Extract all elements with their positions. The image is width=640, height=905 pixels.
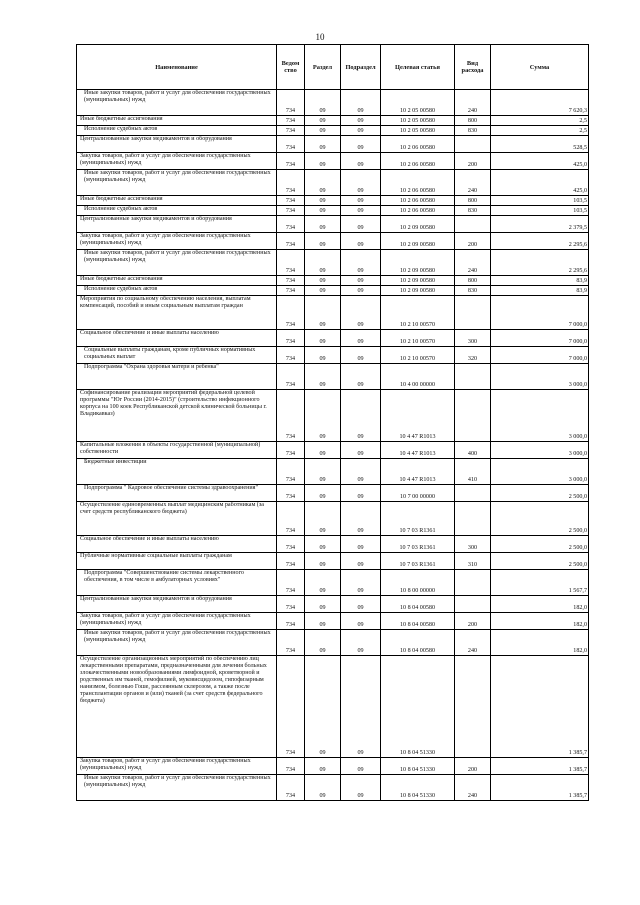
cell-expense-type [455, 390, 491, 442]
cell-subsection: 09 [341, 553, 381, 570]
table-row [77, 206, 589, 216]
cell-section: 09 [305, 553, 341, 570]
cell-expense-type [455, 596, 491, 613]
cell-target-item: 10 8 00 00000 [381, 570, 455, 596]
cell-name: Капитальные вложения в объекты государственной (муниципальной) собственности [77, 442, 277, 459]
cell-expense-type: 200 [455, 758, 491, 775]
cell-expense-type [455, 364, 491, 390]
cell-sum: 7 000,0 [491, 330, 589, 347]
table-row [77, 286, 589, 296]
cell-name: Иные бюджетные ассигнования [77, 276, 277, 286]
cell-target-item: 10 4 00 00000 [381, 364, 455, 390]
cell-name: Централизованные закупки медикаментов и оборудования [77, 216, 277, 233]
cell-target-item: 10 8 04 00580 [381, 596, 455, 613]
cell-sum: 1 385,7 [491, 656, 589, 758]
cell-subsection: 09 [341, 276, 381, 286]
cell-department: 734 [277, 758, 305, 775]
cell-section: 09 [305, 364, 341, 390]
cell-section: 09 [305, 330, 341, 347]
table-row [77, 775, 589, 801]
cell-sum: 2 500,0 [491, 485, 589, 502]
cell-target-item: 10 2 10 00570 [381, 296, 455, 330]
cell-expense-type [455, 570, 491, 596]
table-row [77, 570, 589, 596]
cell-expense-type: 300 [455, 330, 491, 347]
cell-department: 734 [277, 216, 305, 233]
table-row [77, 613, 589, 630]
cell-target-item: 10 8 04 51330 [381, 758, 455, 775]
table-body [77, 90, 589, 801]
cell-section: 09 [305, 153, 341, 170]
cell-expense-type: 830 [455, 206, 491, 216]
cell-target-item: 10 4 47 R1013 [381, 442, 455, 459]
cell-target-item: 10 8 04 00580 [381, 630, 455, 656]
cell-expense-type: 240 [455, 170, 491, 196]
cell-department: 734 [277, 296, 305, 330]
cell-department: 734 [277, 536, 305, 553]
cell-name: Бюджетные инвестиции [77, 459, 277, 485]
cell-target-item: 10 2 06 00580 [381, 170, 455, 196]
cell-name: Исполнение судебных актов [77, 206, 277, 216]
cell-section: 09 [305, 613, 341, 630]
cell-expense-type: 240 [455, 90, 491, 116]
cell-section: 09 [305, 758, 341, 775]
cell-name: Иные бюджетные ассигнования [77, 116, 277, 126]
cell-target-item: 10 2 09 00580 [381, 276, 455, 286]
cell-sum: 2 295,6 [491, 250, 589, 276]
cell-department: 734 [277, 116, 305, 126]
header-section: Раздел [305, 45, 341, 90]
cell-expense-type: 240 [455, 250, 491, 276]
cell-target-item: 10 2 09 00580 [381, 216, 455, 233]
cell-sum: 2,5 [491, 126, 589, 136]
cell-section: 09 [305, 502, 341, 536]
cell-section: 09 [305, 170, 341, 196]
cell-name: Исполнение судебных актов [77, 126, 277, 136]
cell-section: 09 [305, 596, 341, 613]
cell-sum: 528,5 [491, 136, 589, 153]
cell-expense-type: 800 [455, 196, 491, 206]
cell-name: Мероприятия по социальному обеспечению населения, выплатам компенсаций, пособий и иным социальным выплатам граждан [77, 296, 277, 330]
cell-name: Централизованные закупки медикаментов и оборудования [77, 136, 277, 153]
cell-department: 734 [277, 553, 305, 570]
table-row [77, 758, 589, 775]
table-row [77, 136, 589, 153]
cell-target-item: 10 2 09 00580 [381, 286, 455, 296]
table-row [77, 536, 589, 553]
cell-subsection: 09 [341, 286, 381, 296]
table-row [77, 630, 589, 656]
cell-expense-type [455, 502, 491, 536]
cell-department: 734 [277, 347, 305, 364]
cell-sum: 83,9 [491, 286, 589, 296]
cell-target-item: 10 4 47 R1013 [381, 459, 455, 485]
cell-department: 734 [277, 250, 305, 276]
cell-name: Подпрограмма "Охрана здоровья матери и ребенка" [77, 364, 277, 390]
cell-expense-type: 200 [455, 233, 491, 250]
cell-section: 09 [305, 656, 341, 758]
cell-department: 734 [277, 570, 305, 596]
cell-target-item: 10 8 04 51330 [381, 656, 455, 758]
cell-expense-type: 200 [455, 153, 491, 170]
cell-department: 734 [277, 459, 305, 485]
cell-name: Подпрограмма " Кадровое обеспечение системы здравоохранения" [77, 485, 277, 502]
cell-sum: 182,0 [491, 613, 589, 630]
cell-expense-type [455, 656, 491, 758]
cell-target-item: 10 8 04 51330 [381, 775, 455, 801]
cell-department: 734 [277, 613, 305, 630]
cell-expense-type: 400 [455, 442, 491, 459]
cell-subsection: 09 [341, 347, 381, 364]
cell-name: Иные закупки товаров, работ и услуг для обеспечения государственных (муниципальных) нужд [77, 630, 277, 656]
cell-sum: 2 500,0 [491, 536, 589, 553]
header-subsection: Подраздел [341, 45, 381, 90]
cell-department: 734 [277, 153, 305, 170]
cell-sum: 7 000,0 [491, 296, 589, 330]
cell-target-item: 10 2 06 00580 [381, 206, 455, 216]
cell-expense-type: 300 [455, 536, 491, 553]
cell-name: Осуществление единовременных выплат медицинским работникам (за счет средств республиканского бюджета) [77, 502, 277, 536]
cell-target-item: 10 7 00 00000 [381, 485, 455, 502]
cell-department: 734 [277, 364, 305, 390]
cell-section: 09 [305, 250, 341, 276]
cell-subsection: 09 [341, 596, 381, 613]
cell-sum: 425,0 [491, 170, 589, 196]
cell-sum: 2 500,0 [491, 502, 589, 536]
cell-subsection: 09 [341, 170, 381, 196]
cell-target-item: 10 2 10 00570 [381, 330, 455, 347]
cell-department: 734 [277, 276, 305, 286]
cell-expense-type: 310 [455, 553, 491, 570]
cell-department: 734 [277, 775, 305, 801]
cell-name: Иные закупки товаров, работ и услуг для обеспечения государственных (муниципальных) нужд [77, 775, 277, 801]
header-row [77, 45, 589, 90]
cell-expense-type: 320 [455, 347, 491, 364]
cell-target-item: 10 2 10 00570 [381, 347, 455, 364]
cell-target-item: 10 2 05 00580 [381, 116, 455, 126]
cell-sum: 7 620,3 [491, 90, 589, 116]
cell-subsection: 09 [341, 485, 381, 502]
cell-department: 734 [277, 170, 305, 196]
table-row [77, 442, 589, 459]
cell-section: 09 [305, 233, 341, 250]
cell-subsection: 09 [341, 459, 381, 485]
cell-expense-type: 240 [455, 630, 491, 656]
cell-subsection: 09 [341, 116, 381, 126]
cell-subsection: 09 [341, 90, 381, 116]
cell-section: 09 [305, 630, 341, 656]
cell-sum: 83,9 [491, 276, 589, 286]
cell-target-item: 10 2 09 00580 [381, 233, 455, 250]
cell-name: Осуществление организационных мероприятий по обеспечению лиц лекарственными препаратами, предназначенными для лечения больных злокачественными новообразованиями лимфоидной, кроветворной и родственных им тканей, гемофилией, муковисцидозом, гипофизарным нанизмом, болезнью Гоше, рассеянным склерозом, а также после трансплантации органов и (или) тканей (за счет средств федерального бюджета) [77, 656, 277, 758]
cell-section: 09 [305, 90, 341, 116]
cell-department: 734 [277, 442, 305, 459]
cell-section: 09 [305, 347, 341, 364]
cell-department: 734 [277, 596, 305, 613]
cell-name: Социальное обеспечение и иные выплаты населению [77, 330, 277, 347]
cell-department: 734 [277, 630, 305, 656]
cell-department: 734 [277, 656, 305, 758]
cell-name: Закупка товаров, работ и услуг для обеспечения государственных (муниципальных) нужд [77, 153, 277, 170]
cell-expense-type: 410 [455, 459, 491, 485]
cell-section: 09 [305, 196, 341, 206]
cell-subsection: 09 [341, 126, 381, 136]
cell-subsection: 09 [341, 775, 381, 801]
table-row [77, 330, 589, 347]
cell-section: 09 [305, 442, 341, 459]
cell-sum: 3 000,0 [491, 442, 589, 459]
table-row [77, 502, 589, 536]
cell-sum: 3 000,0 [491, 390, 589, 442]
cell-department: 734 [277, 502, 305, 536]
cell-expense-type [455, 485, 491, 502]
cell-department: 734 [277, 206, 305, 216]
cell-name: Подпрограмма "Совершенствование системы лекарственного обеспечения, в том числе в амбулаторных условиях" [77, 570, 277, 596]
cell-target-item: 10 2 05 00580 [381, 126, 455, 136]
table-row [77, 390, 589, 442]
cell-target-item: 10 4 47 R1013 [381, 390, 455, 442]
cell-section: 09 [305, 286, 341, 296]
header-expense-type: Вид расхода [455, 45, 491, 90]
table-row [77, 250, 589, 276]
cell-sum: 1 385,7 [491, 775, 589, 801]
cell-expense-type: 800 [455, 116, 491, 126]
cell-subsection: 09 [341, 442, 381, 459]
cell-sum: 2 295,6 [491, 233, 589, 250]
cell-department: 734 [277, 126, 305, 136]
cell-section: 09 [305, 536, 341, 553]
table-row [77, 276, 589, 286]
cell-section: 09 [305, 296, 341, 330]
cell-expense-type [455, 136, 491, 153]
cell-name: Публичные нормативные социальные выплаты гражданам [77, 553, 277, 570]
page-number: 10 [315, 32, 325, 42]
cell-name: Исполнение судебных актов [77, 286, 277, 296]
cell-name: Иные бюджетные ассигнования [77, 196, 277, 206]
cell-name: Иные закупки товаров, работ и услуг для обеспечения государственных (муниципальных) нужд [77, 90, 277, 116]
cell-section: 09 [305, 459, 341, 485]
table-row [77, 90, 589, 116]
table-header [77, 45, 589, 90]
cell-expense-type: 830 [455, 126, 491, 136]
cell-name: Софинансирование реализации мероприятий федеральной целевой программы "Юг России (2014-2015)" (строительство инфекционного корпуса на 100 коек Республиканской детской клинической больницы г. Владикавказ) [77, 390, 277, 442]
cell-expense-type: 240 [455, 775, 491, 801]
cell-department: 734 [277, 90, 305, 116]
cell-name: Закупка товаров, работ и услуг для обеспечения государственных (муниципальных) нужд [77, 758, 277, 775]
table-row [77, 347, 589, 364]
table-row [77, 233, 589, 250]
cell-expense-type: 830 [455, 286, 491, 296]
cell-target-item: 10 2 06 00580 [381, 136, 455, 153]
cell-section: 09 [305, 126, 341, 136]
cell-subsection: 09 [341, 502, 381, 536]
cell-name: Социальные выплаты гражданам, кроме публичных нормативных социальных выплат [77, 347, 277, 364]
cell-subsection: 09 [341, 613, 381, 630]
cell-expense-type [455, 216, 491, 233]
cell-department: 734 [277, 196, 305, 206]
header-name: Наименование [77, 45, 277, 90]
cell-target-item: 10 7 03 R1361 [381, 502, 455, 536]
cell-section: 09 [305, 136, 341, 153]
cell-subsection: 09 [341, 570, 381, 596]
cell-name: Закупка товаров, работ и услуг для обеспечения государственных (муниципальных) нужд [77, 613, 277, 630]
cell-target-item: 10 2 09 00580 [381, 250, 455, 276]
cell-target-item: 10 7 03 R1361 [381, 536, 455, 553]
cell-section: 09 [305, 570, 341, 596]
cell-sum: 3 000,0 [491, 459, 589, 485]
cell-sum: 182,0 [491, 630, 589, 656]
cell-sum: 2 500,0 [491, 553, 589, 570]
cell-target-item: 10 2 05 00580 [381, 90, 455, 116]
header-sum: Сумма [491, 45, 589, 90]
cell-sum: 182,0 [491, 596, 589, 613]
cell-department: 734 [277, 330, 305, 347]
cell-expense-type: 200 [455, 613, 491, 630]
cell-sum: 2,5 [491, 116, 589, 126]
cell-name: Иные закупки товаров, работ и услуг для обеспечения государственных (муниципальных) нужд [77, 250, 277, 276]
table-row [77, 196, 589, 206]
table-row [77, 553, 589, 570]
cell-name: Закупка товаров, работ и услуг для обеспечения государственных (муниципальных) нужд [77, 233, 277, 250]
cell-subsection: 09 [341, 536, 381, 553]
cell-department: 734 [277, 390, 305, 442]
cell-subsection: 09 [341, 630, 381, 656]
cell-subsection: 09 [341, 656, 381, 758]
cell-sum: 2 379,5 [491, 216, 589, 233]
cell-sum: 1 567,7 [491, 570, 589, 596]
cell-section: 09 [305, 216, 341, 233]
table-row [77, 126, 589, 136]
cell-subsection: 09 [341, 758, 381, 775]
table-row [77, 364, 589, 390]
table-row [77, 485, 589, 502]
cell-subsection: 09 [341, 233, 381, 250]
cell-department: 734 [277, 136, 305, 153]
cell-sum: 1 385,7 [491, 758, 589, 775]
cell-section: 09 [305, 206, 341, 216]
header-target-item: Целевая статья [381, 45, 455, 90]
cell-department: 734 [277, 485, 305, 502]
cell-name: Социальное обеспечение и иные выплаты населению [77, 536, 277, 553]
cell-target-item: 10 7 03 R1361 [381, 553, 455, 570]
cell-section: 09 [305, 775, 341, 801]
cell-expense-type [455, 296, 491, 330]
table-row [77, 170, 589, 196]
cell-subsection: 09 [341, 153, 381, 170]
table-row [77, 459, 589, 485]
table-row [77, 296, 589, 330]
cell-sum: 103,5 [491, 206, 589, 216]
cell-subsection: 09 [341, 250, 381, 276]
cell-expense-type: 800 [455, 276, 491, 286]
cell-subsection: 09 [341, 330, 381, 347]
table-row [77, 216, 589, 233]
cell-section: 09 [305, 276, 341, 286]
cell-sum: 103,5 [491, 196, 589, 206]
cell-subsection: 09 [341, 216, 381, 233]
cell-section: 09 [305, 390, 341, 442]
table-row [77, 153, 589, 170]
cell-name: Иные закупки товаров, работ и услуг для обеспечения государственных (муниципальных) нужд [77, 170, 277, 196]
table-row [77, 596, 589, 613]
cell-sum: 7 000,0 [491, 347, 589, 364]
cell-target-item: 10 2 06 00580 [381, 153, 455, 170]
table-row [77, 656, 589, 758]
cell-target-item: 10 2 06 00580 [381, 196, 455, 206]
cell-sum: 3 000,0 [491, 364, 589, 390]
table-row [77, 116, 589, 126]
cell-subsection: 09 [341, 136, 381, 153]
header-department: Ведом ство [277, 45, 305, 90]
cell-subsection: 09 [341, 196, 381, 206]
cell-department: 734 [277, 286, 305, 296]
budget-table [76, 44, 589, 801]
cell-subsection: 09 [341, 390, 381, 442]
cell-department: 734 [277, 233, 305, 250]
cell-sum: 425,0 [491, 153, 589, 170]
cell-section: 09 [305, 116, 341, 126]
cell-section: 09 [305, 485, 341, 502]
cell-name: Централизованные закупки медикаментов и оборудования [77, 596, 277, 613]
cell-target-item: 10 8 04 00580 [381, 613, 455, 630]
cell-subsection: 09 [341, 296, 381, 330]
cell-subsection: 09 [341, 206, 381, 216]
cell-subsection: 09 [341, 364, 381, 390]
